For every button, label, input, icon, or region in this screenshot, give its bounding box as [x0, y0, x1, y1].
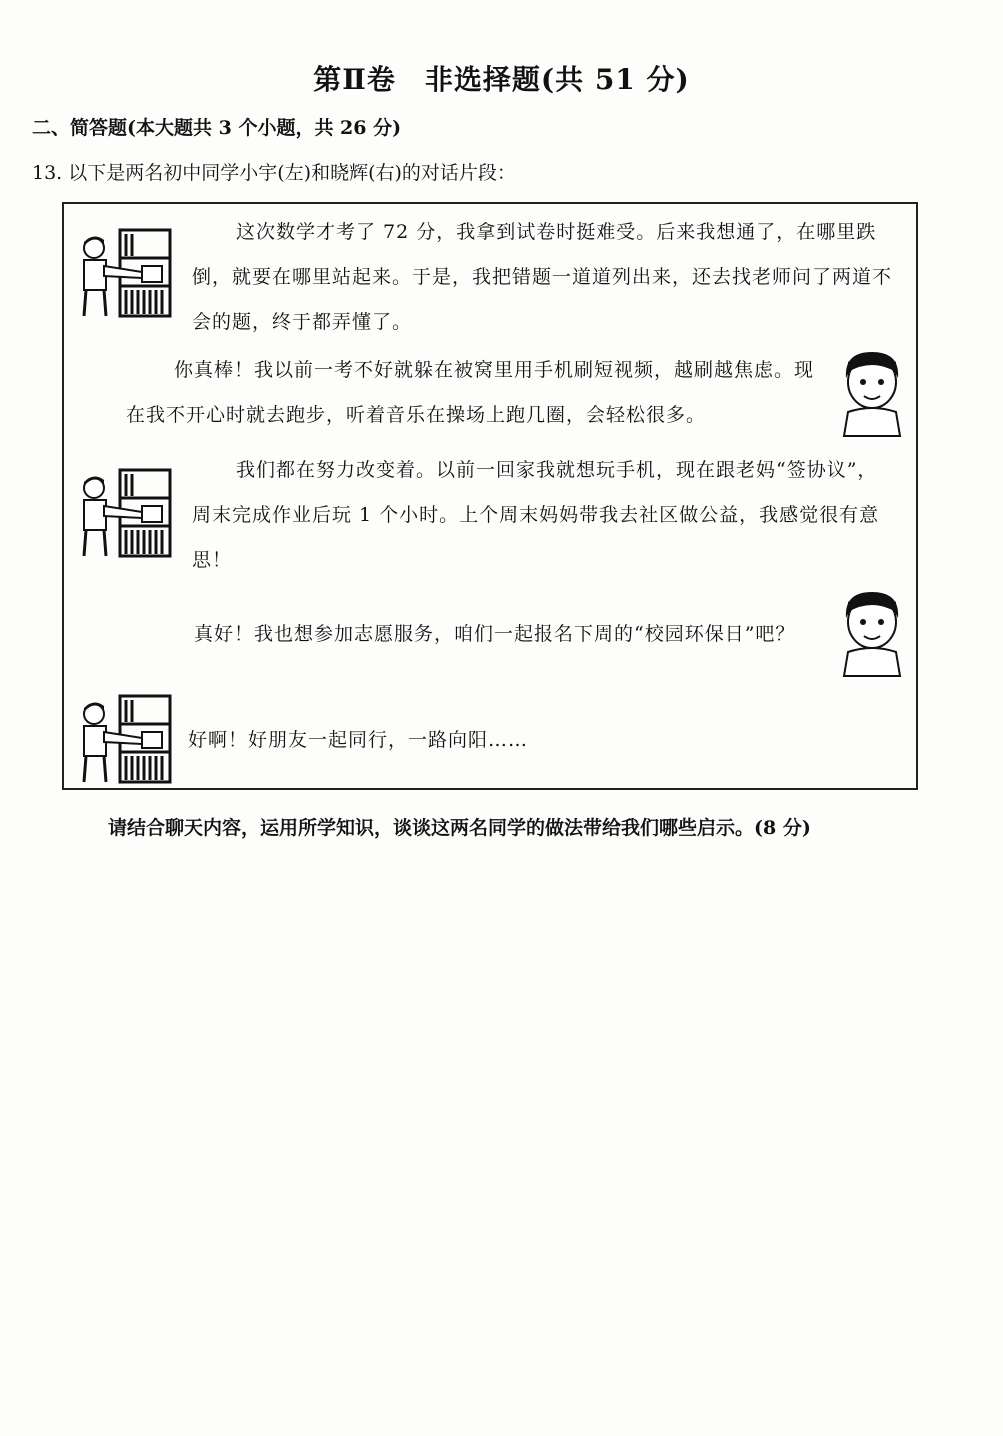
question-instruction: 请结合聊天内容，运用所学知识，谈谈这两名同学的做法带给我们哪些启示。(8 分)	[108, 817, 811, 839]
page-title: 第Ⅱ卷 非选择题(共 51 分)	[313, 63, 690, 96]
section-heading: 二、简答题(本大题共 3 个小题，共 26 分)	[32, 117, 402, 139]
boy-smiling-illustration	[834, 588, 910, 678]
dialog-line-5: 好啊！好朋友一起同行，一路向阳……	[188, 729, 529, 751]
dialog-line-3: 我们都在努力改变着。以前一回家我就想玩手机，现在跟老妈“签协议”，周末完成作业后玩 1 个小时。上个周末妈妈带我去社区做公益，我感觉很有意思！	[192, 459, 880, 571]
dialog-line-2: 你真棒！我以前一考不好就躲在被窝里用手机刷短视频，越刷越焦虑。现在我不开心时就去跑步，听着音乐在操场上跑几圈，会轻松很多。	[126, 359, 815, 426]
question-stem: 13. 以下是两名初中同学小宇(左)和晓辉(右)的对话片段：	[32, 162, 516, 184]
dialog-box	[62, 202, 918, 790]
boy-bookshelf-illustration	[76, 468, 172, 560]
dialog-line-4: 真好！我也想参加志愿服务，咱们一起报名下周的“校园环保日”吧？	[194, 623, 796, 645]
dialog-line-1: 这次数学才考了 72 分，我拿到试卷时挺难受。后来我想通了，在哪里跌倒，就要在哪里站起来。于是，我把错题一道道列出来，还去找老师问了两道不会的题，终于都弄懂了。	[192, 221, 893, 333]
boy-smiling-illustration	[834, 348, 910, 438]
boy-bookshelf-illustration	[76, 694, 172, 786]
boy-bookshelf-illustration	[76, 228, 172, 320]
